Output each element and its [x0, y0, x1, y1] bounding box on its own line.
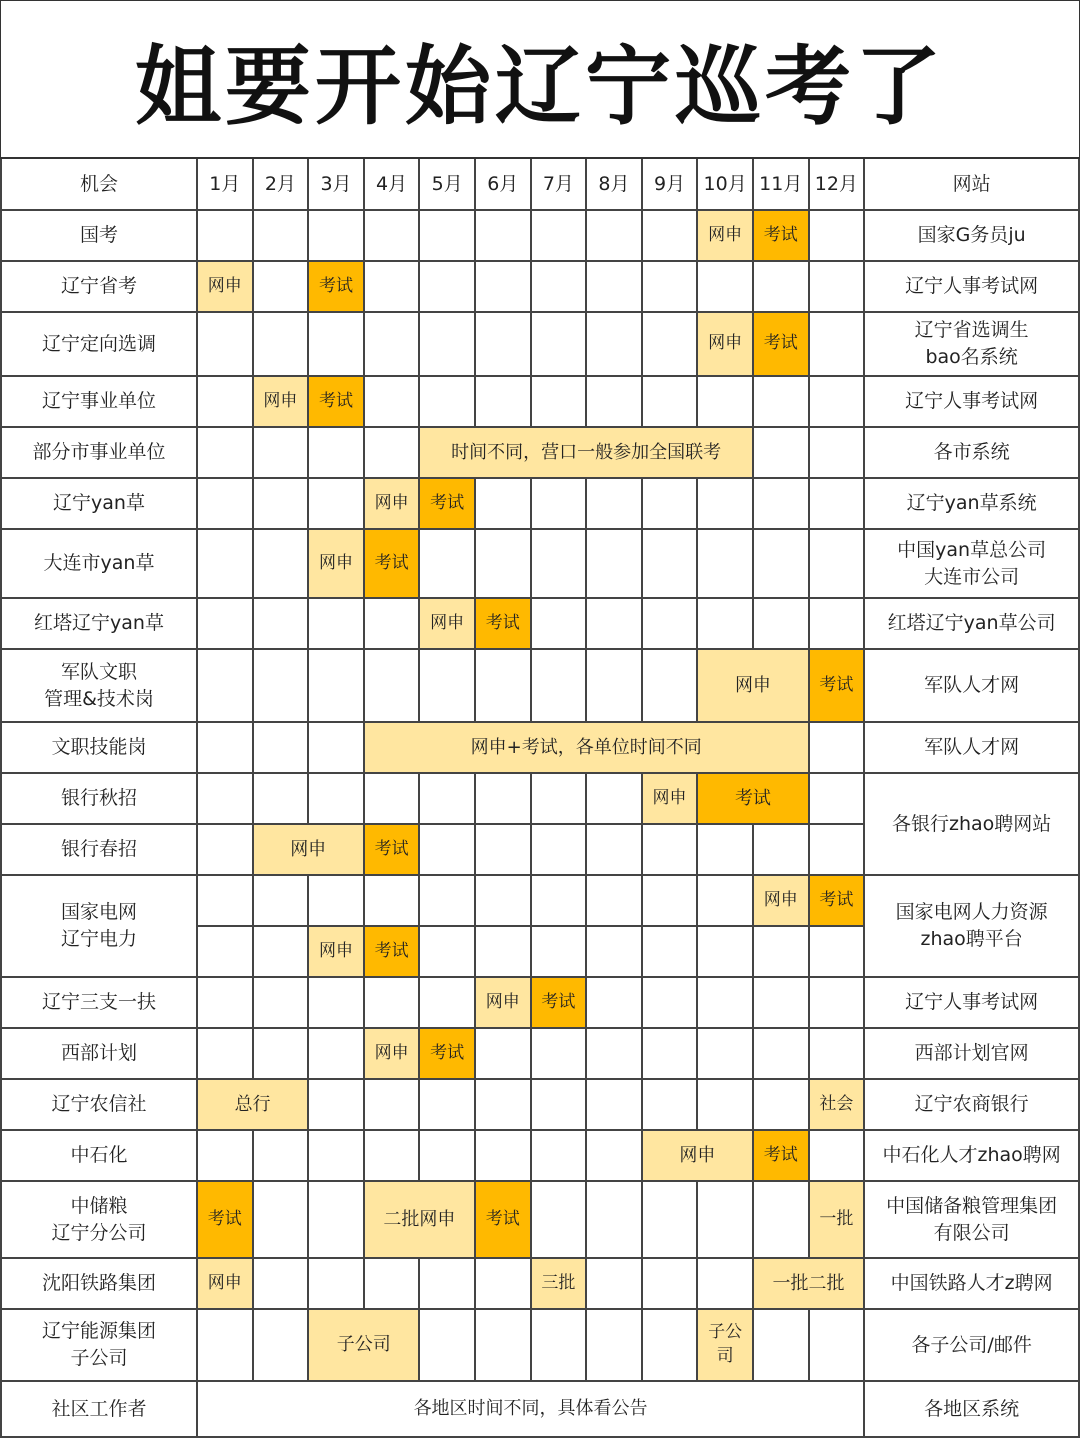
empty-cell — [198, 1310, 252, 1380]
empty-cell — [365, 1080, 419, 1129]
application-period-cell: 子公 司 — [698, 1310, 752, 1380]
empty-cell — [476, 774, 530, 823]
application-period-cell: 网申 — [365, 479, 419, 528]
empty-cell — [810, 313, 864, 375]
empty-cell — [198, 723, 252, 772]
empty-cell — [254, 599, 308, 648]
application-period-cell: 网申 — [198, 1259, 252, 1308]
empty-cell — [532, 530, 586, 597]
row-label: 社区工作者 — [2, 1382, 196, 1436]
application-period-cell: 网申 — [643, 1131, 752, 1180]
row-label: 银行秋招 — [2, 774, 196, 823]
empty-cell — [532, 1182, 586, 1257]
row-label: 辽宁省考 — [2, 262, 196, 311]
application-period-cell: 网申 — [643, 774, 697, 823]
empty-cell — [365, 1131, 419, 1180]
empty-cell — [365, 262, 419, 311]
empty-cell — [698, 927, 752, 976]
website-cell: 国家电网人力资源 zhao聘平台 — [865, 876, 1078, 976]
empty-cell — [698, 599, 752, 648]
empty-cell — [420, 211, 474, 260]
application-period-cell: 二批网申 — [365, 1182, 474, 1257]
exam-period-cell: 考试 — [532, 978, 586, 1027]
empty-cell — [476, 377, 530, 426]
exam-period-cell: 考试 — [810, 650, 864, 721]
empty-cell — [309, 599, 363, 648]
empty-cell — [643, 825, 697, 874]
empty-cell — [254, 1182, 308, 1257]
empty-cell — [810, 599, 864, 648]
exam-period-cell: 考试 — [754, 1131, 808, 1180]
empty-cell — [309, 774, 363, 823]
empty-cell — [532, 927, 586, 976]
empty-cell — [420, 978, 474, 1027]
empty-cell — [198, 876, 252, 925]
empty-cell — [643, 1029, 697, 1078]
application-period-cell: 网申 — [365, 1029, 419, 1078]
empty-cell — [532, 599, 586, 648]
empty-cell — [365, 978, 419, 1027]
empty-cell — [309, 479, 363, 528]
empty-cell — [420, 1080, 474, 1129]
exam-period-cell: 考试 — [420, 479, 474, 528]
empty-cell — [754, 599, 808, 648]
application-period-cell: 网申 — [254, 825, 363, 874]
empty-cell — [810, 1131, 864, 1180]
empty-cell — [643, 927, 697, 976]
empty-cell — [254, 313, 308, 375]
header-month: 4月 — [365, 159, 419, 209]
row-label: 军队文职 管理&技术岗 — [2, 650, 196, 721]
exam-period-cell: 考试 — [309, 377, 363, 426]
empty-cell — [643, 650, 697, 721]
empty-cell — [420, 650, 474, 721]
website-cell: 各银行zhao聘网站 — [865, 774, 1078, 874]
empty-cell — [309, 1259, 363, 1308]
row-label: 西部计划 — [2, 1029, 196, 1078]
empty-cell — [254, 530, 308, 597]
empty-cell — [643, 599, 697, 648]
empty-cell — [254, 1259, 308, 1308]
empty-cell — [643, 1080, 697, 1129]
empty-cell — [587, 211, 641, 260]
empty-cell — [365, 211, 419, 260]
header-month: 6月 — [476, 159, 530, 209]
empty-cell — [810, 825, 864, 874]
empty-cell — [587, 599, 641, 648]
empty-cell — [476, 1259, 530, 1308]
empty-cell — [754, 927, 808, 976]
note-cell: 各地区时间不同，具体看公告 — [198, 1382, 863, 1436]
empty-cell — [587, 1131, 641, 1180]
empty-cell — [254, 774, 308, 823]
empty-cell — [198, 1029, 252, 1078]
empty-cell — [754, 1080, 808, 1129]
exam-period-cell: 考试 — [698, 774, 807, 823]
empty-cell — [476, 876, 530, 925]
empty-cell — [476, 211, 530, 260]
application-period-cell: 网申+考试，各单位时间不同 — [365, 723, 808, 772]
application-period-cell: 网申 — [698, 650, 807, 721]
application-period-cell: 一批二批 — [754, 1259, 863, 1308]
empty-cell — [754, 978, 808, 1027]
website-cell: 红塔辽宁yan草公司 — [865, 599, 1078, 648]
website-cell: 各地区系统 — [865, 1382, 1078, 1436]
empty-cell — [810, 723, 864, 772]
header-month: 9月 — [643, 159, 697, 209]
application-period-cell: 网申 — [309, 927, 363, 976]
empty-cell — [420, 876, 474, 925]
application-period-cell: 网申 — [698, 313, 752, 375]
empty-cell — [476, 1131, 530, 1180]
empty-cell — [810, 530, 864, 597]
website-cell: 各市系统 — [865, 428, 1078, 477]
header-month: 12月 — [810, 159, 864, 209]
empty-cell — [254, 1310, 308, 1380]
empty-cell — [698, 530, 752, 597]
empty-cell — [810, 428, 864, 477]
empty-cell — [254, 978, 308, 1027]
empty-cell — [810, 1029, 864, 1078]
empty-cell — [309, 428, 363, 477]
row-label: 红塔辽宁yan草 — [2, 599, 196, 648]
row-label: 文职技能岗 — [2, 723, 196, 772]
empty-cell — [698, 978, 752, 1027]
empty-cell — [532, 377, 586, 426]
empty-cell — [476, 825, 530, 874]
empty-cell — [698, 1080, 752, 1129]
empty-cell — [643, 978, 697, 1027]
empty-cell — [309, 723, 363, 772]
empty-cell — [198, 428, 252, 477]
header-month: 7月 — [532, 159, 586, 209]
empty-cell — [420, 825, 474, 874]
empty-cell — [254, 650, 308, 721]
empty-cell — [587, 927, 641, 976]
row-label: 部分市事业单位 — [2, 428, 196, 477]
empty-cell — [254, 723, 308, 772]
empty-cell — [476, 313, 530, 375]
empty-cell — [365, 774, 419, 823]
empty-cell — [254, 428, 308, 477]
empty-cell — [420, 1310, 474, 1380]
header-month: 10月 — [698, 159, 752, 209]
empty-cell — [198, 530, 252, 597]
empty-cell — [698, 1182, 752, 1257]
website-cell: 中国yan草总公司 大连市公司 — [865, 530, 1078, 597]
empty-cell — [198, 927, 252, 976]
empty-cell — [643, 479, 697, 528]
row-label: 中石化 — [2, 1131, 196, 1180]
empty-cell — [643, 313, 697, 375]
empty-cell — [643, 530, 697, 597]
empty-cell — [698, 377, 752, 426]
empty-cell — [476, 479, 530, 528]
empty-cell — [643, 876, 697, 925]
row-label: 国考 — [2, 211, 196, 260]
exam-period-cell: 考试 — [754, 313, 808, 375]
application-period-cell: 网申 — [754, 876, 808, 925]
empty-cell — [587, 978, 641, 1027]
application-period-cell: 网申 — [198, 262, 252, 311]
application-period-cell: 三批 — [532, 1259, 586, 1308]
empty-cell — [587, 479, 641, 528]
application-period-cell: 网申 — [420, 599, 474, 648]
website-cell: 军队人才网 — [865, 650, 1078, 721]
empty-cell — [698, 876, 752, 925]
website-cell: 辽宁人事考试网 — [865, 262, 1078, 311]
empty-cell — [198, 313, 252, 375]
exam-period-cell: 考试 — [365, 825, 419, 874]
empty-cell — [365, 650, 419, 721]
empty-cell — [698, 479, 752, 528]
empty-cell — [476, 1080, 530, 1129]
empty-cell — [754, 479, 808, 528]
row-label: 大连市yan草 — [2, 530, 196, 597]
row-label: 辽宁能源集团 子公司 — [2, 1310, 196, 1380]
empty-cell — [254, 211, 308, 260]
empty-cell — [643, 262, 697, 311]
exam-period-cell: 考试 — [810, 876, 864, 925]
empty-cell — [365, 313, 419, 375]
empty-cell — [420, 927, 474, 976]
empty-cell — [420, 377, 474, 426]
empty-cell — [309, 313, 363, 375]
empty-cell — [420, 313, 474, 375]
empty-cell — [254, 1131, 308, 1180]
website-cell: 辽宁yan草系统 — [865, 479, 1078, 528]
application-period-cell: 网申 — [698, 211, 752, 260]
empty-cell — [420, 774, 474, 823]
empty-cell — [587, 530, 641, 597]
application-period-cell: 总行 — [198, 1080, 307, 1129]
empty-cell — [587, 876, 641, 925]
empty-cell — [420, 1131, 474, 1180]
website-cell: 西部计划官网 — [865, 1029, 1078, 1078]
row-label: 银行春招 — [2, 825, 196, 874]
empty-cell — [532, 1310, 586, 1380]
empty-cell — [532, 1080, 586, 1129]
application-period-cell: 网申 — [476, 978, 530, 1027]
empty-cell — [587, 650, 641, 721]
empty-cell — [476, 650, 530, 721]
exam-period-cell: 考试 — [754, 211, 808, 260]
empty-cell — [254, 927, 308, 976]
empty-cell — [532, 479, 586, 528]
header-opportunity: 机会 — [2, 159, 196, 209]
empty-cell — [754, 1310, 808, 1380]
empty-cell — [643, 1310, 697, 1380]
row-label: 辽宁三支一扶 — [2, 978, 196, 1027]
header-month: 5月 — [420, 159, 474, 209]
empty-cell — [698, 1029, 752, 1078]
empty-cell — [198, 479, 252, 528]
row-label: 中储粮 辽宁分公司 — [2, 1182, 196, 1257]
empty-cell — [754, 428, 808, 477]
header-month: 8月 — [587, 159, 641, 209]
empty-cell — [810, 262, 864, 311]
empty-cell — [476, 530, 530, 597]
empty-cell — [698, 825, 752, 874]
empty-cell — [365, 377, 419, 426]
website-cell: 辽宁省选调生 bao名系统 — [865, 313, 1078, 375]
empty-cell — [532, 650, 586, 721]
empty-cell — [198, 774, 252, 823]
empty-cell — [420, 262, 474, 311]
empty-cell — [365, 428, 419, 477]
empty-cell — [587, 262, 641, 311]
exam-period-cell: 考试 — [198, 1182, 252, 1257]
empty-cell — [587, 1029, 641, 1078]
row-label: 辽宁yan草 — [2, 479, 196, 528]
empty-cell — [587, 377, 641, 426]
schedule-table — [0, 159, 1080, 1438]
empty-cell — [810, 927, 864, 976]
empty-cell — [810, 774, 864, 823]
website-cell: 辽宁人事考试网 — [865, 377, 1078, 426]
row-label: 辽宁农信社 — [2, 1080, 196, 1129]
header-website: 网站 — [865, 159, 1078, 209]
empty-cell — [587, 1310, 641, 1380]
empty-cell — [198, 211, 252, 260]
exam-period-cell: 考试 — [309, 262, 363, 311]
empty-cell — [532, 211, 586, 260]
empty-cell — [754, 377, 808, 426]
empty-cell — [420, 530, 474, 597]
empty-cell — [309, 1182, 363, 1257]
empty-cell — [198, 978, 252, 1027]
empty-cell — [365, 599, 419, 648]
website-cell: 国家G务员ju — [865, 211, 1078, 260]
website-cell: 辽宁农商银行 — [865, 1080, 1078, 1129]
website-cell: 中国储备粮管理集团 有限公司 — [865, 1182, 1078, 1257]
website-cell: 中国铁路人才z聘网 — [865, 1259, 1078, 1308]
empty-cell — [476, 927, 530, 976]
empty-cell — [476, 1029, 530, 1078]
row-label: 国家电网 辽宁电力 — [2, 876, 196, 976]
application-period-cell: 时间不同，营口一般参加全国联考 — [420, 428, 752, 477]
empty-cell — [198, 599, 252, 648]
empty-cell — [254, 262, 308, 311]
application-period-cell: 网申 — [309, 530, 363, 597]
empty-cell — [643, 1182, 697, 1257]
header-month: 2月 — [254, 159, 308, 209]
empty-cell — [754, 825, 808, 874]
empty-cell — [532, 313, 586, 375]
empty-cell — [587, 1259, 641, 1308]
exam-period-cell: 考试 — [420, 1029, 474, 1078]
page-title: 姐要开始辽宁巡考了 — [0, 0, 1080, 159]
empty-cell — [254, 1029, 308, 1078]
empty-cell — [198, 825, 252, 874]
empty-cell — [754, 1029, 808, 1078]
empty-cell — [754, 262, 808, 311]
empty-cell — [810, 479, 864, 528]
empty-cell — [754, 530, 808, 597]
empty-cell — [810, 211, 864, 260]
empty-cell — [198, 1131, 252, 1180]
empty-cell — [532, 876, 586, 925]
empty-cell — [643, 211, 697, 260]
website-cell: 各子公司/邮件 — [865, 1310, 1078, 1380]
empty-cell — [309, 1029, 363, 1078]
website-cell: 军队人才网 — [865, 723, 1078, 772]
exam-period-cell: 考试 — [476, 599, 530, 648]
empty-cell — [532, 774, 586, 823]
empty-cell — [309, 1131, 363, 1180]
website-cell: 中石化人才zhao聘网 — [865, 1131, 1078, 1180]
header-month: 1月 — [198, 159, 252, 209]
application-period-cell: 子公司 — [309, 1310, 418, 1380]
application-period-cell: 社会 — [810, 1080, 864, 1129]
empty-cell — [532, 825, 586, 874]
empty-cell — [309, 876, 363, 925]
empty-cell — [643, 377, 697, 426]
row-label: 沈阳铁路集团 — [2, 1259, 196, 1308]
empty-cell — [198, 650, 252, 721]
empty-cell — [254, 876, 308, 925]
exam-period-cell: 考试 — [365, 530, 419, 597]
exam-period-cell: 考试 — [476, 1182, 530, 1257]
empty-cell — [810, 1310, 864, 1380]
empty-cell — [365, 1259, 419, 1308]
header-month: 3月 — [309, 159, 363, 209]
empty-cell — [476, 262, 530, 311]
exam-period-cell: 考试 — [365, 927, 419, 976]
empty-cell — [810, 978, 864, 1027]
empty-cell — [476, 1310, 530, 1380]
empty-cell — [309, 1080, 363, 1129]
empty-cell — [587, 313, 641, 375]
empty-cell — [309, 978, 363, 1027]
application-period-cell: 网申 — [254, 377, 308, 426]
empty-cell — [810, 377, 864, 426]
empty-cell — [754, 1182, 808, 1257]
empty-cell — [698, 262, 752, 311]
empty-cell — [532, 1029, 586, 1078]
empty-cell — [587, 774, 641, 823]
empty-cell — [309, 211, 363, 260]
empty-cell — [532, 1131, 586, 1180]
website-cell: 辽宁人事考试网 — [865, 978, 1078, 1027]
empty-cell — [420, 1259, 474, 1308]
empty-cell — [309, 650, 363, 721]
row-label: 辽宁定向选调 — [2, 313, 196, 375]
empty-cell — [643, 1259, 697, 1308]
empty-cell — [587, 1080, 641, 1129]
empty-cell — [532, 262, 586, 311]
empty-cell — [198, 377, 252, 426]
application-period-cell: 一批 — [810, 1182, 864, 1257]
header-month: 11月 — [754, 159, 808, 209]
empty-cell — [254, 479, 308, 528]
row-label: 辽宁事业单位 — [2, 377, 196, 426]
empty-cell — [587, 1182, 641, 1257]
empty-cell — [365, 876, 419, 925]
empty-cell — [698, 1259, 752, 1308]
empty-cell — [587, 825, 641, 874]
